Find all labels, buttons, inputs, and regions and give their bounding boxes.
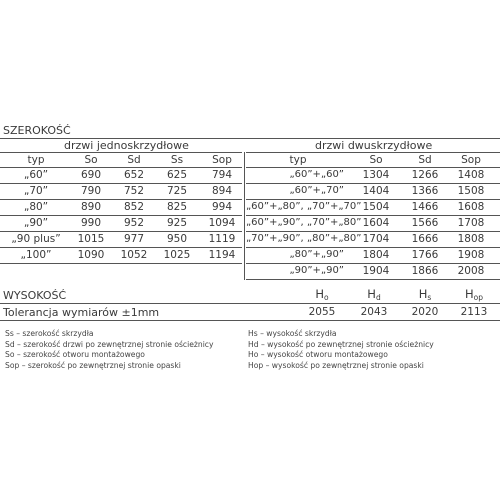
single-row-value: 994 bbox=[211, 201, 233, 213]
single-row-value: 725 bbox=[166, 185, 188, 197]
height-header-ho bbox=[297, 287, 347, 302]
single-row-value: 625 bbox=[166, 169, 188, 181]
single-row-value: 1025 bbox=[163, 249, 191, 261]
double-table-bottom-rule bbox=[246, 279, 500, 280]
height-value: 2055 bbox=[308, 306, 336, 318]
double-row-value: 1704 bbox=[362, 233, 390, 245]
double-row-rule bbox=[246, 247, 500, 248]
double-row-type: „60”+„60” bbox=[289, 169, 344, 180]
double-row-type: „90”+„90” bbox=[289, 265, 344, 276]
single-header-typ: typ bbox=[27, 154, 45, 166]
double-row-value: 1808 bbox=[457, 233, 485, 245]
double-row-value: 1908 bbox=[457, 249, 485, 261]
legend-left-item: Ss – szerokość skrzydła bbox=[5, 329, 94, 338]
double-header-typ: typ bbox=[289, 154, 307, 166]
tolerance-label: Tolerancja wymiarów ±1mm bbox=[3, 306, 160, 319]
single-row-value: 652 bbox=[123, 169, 145, 181]
height-header-hs bbox=[400, 287, 450, 302]
double-header-so: So bbox=[369, 154, 383, 166]
height-rule bbox=[0, 303, 500, 304]
single-row-type: „90 plus” bbox=[11, 233, 61, 245]
double-row-rule bbox=[246, 231, 500, 232]
height-value: 2043 bbox=[360, 306, 388, 318]
double-row-value: 2008 bbox=[457, 265, 485, 277]
single-row-value: 852 bbox=[123, 201, 145, 213]
single-header-ss: Ss bbox=[170, 154, 184, 166]
single-row-type: „100” bbox=[20, 249, 52, 261]
legend-left-item: So – szerokość otworu montażowego bbox=[5, 350, 145, 360]
single-row-value: 890 bbox=[80, 201, 102, 213]
double-row-type: „70”+„90”, „80”+„80” bbox=[246, 233, 362, 244]
height-value: 2020 bbox=[411, 306, 439, 318]
double-row-type: „60”+„90”, „70”+„80” bbox=[246, 217, 362, 228]
height-header-sub: s bbox=[427, 293, 432, 302]
single-row-value: 950 bbox=[166, 233, 188, 245]
single-door-caption: drzwi jednoskrzydłowe bbox=[64, 139, 189, 152]
legend-right-item: Hop – wysokość po zewnętrznej stronie opaski bbox=[248, 360, 424, 370]
single-row-value: 1094 bbox=[208, 217, 236, 229]
height-header-hd bbox=[349, 287, 399, 302]
single-row-type: „90” bbox=[23, 217, 49, 229]
height-header-sub: op bbox=[473, 293, 483, 302]
legend-right-item: Hd – wysokość po zewnętrznej stronie ościeżnicy bbox=[248, 339, 434, 349]
single-row-rule bbox=[0, 231, 242, 232]
single-row-rule bbox=[0, 199, 242, 200]
height-section-title: WYSOKOŚĆ bbox=[3, 289, 67, 302]
double-row-value: 1404 bbox=[362, 185, 390, 197]
double-row-value: 1366 bbox=[411, 185, 439, 197]
double-header-sop: Sop bbox=[461, 154, 481, 166]
single-row-value: 790 bbox=[80, 185, 102, 197]
single-row-value: 925 bbox=[166, 217, 188, 229]
height-value: 2113 bbox=[460, 306, 488, 318]
single-row-value: 894 bbox=[211, 185, 233, 197]
single-row-type: „60” bbox=[23, 169, 49, 181]
double-row-value: 1466 bbox=[411, 201, 439, 213]
height-header-base: H bbox=[367, 287, 376, 301]
legend-left bbox=[5, 329, 213, 371]
double-row-value: 1666 bbox=[411, 233, 439, 245]
double-row-type: „60”+„80”, „70”+„70” bbox=[246, 201, 362, 212]
height-header-hop bbox=[449, 287, 499, 302]
double-row-value: 1708 bbox=[457, 217, 485, 229]
double-row-value: 1304 bbox=[362, 169, 390, 181]
single-row-value: 1015 bbox=[77, 233, 105, 245]
height-bottom-rule bbox=[0, 320, 500, 321]
height-header-sub: d bbox=[375, 293, 381, 302]
single-row-rule bbox=[0, 215, 242, 216]
double-row-value: 1608 bbox=[457, 201, 485, 213]
double-row-value: 1904 bbox=[362, 265, 390, 277]
single-header-so: So bbox=[84, 154, 98, 166]
single-caption-rule bbox=[0, 152, 242, 153]
double-row-value: 1604 bbox=[362, 217, 390, 229]
legend-right-item: Ho – wysokość otworu montażowego bbox=[248, 350, 388, 360]
single-row-value: 977 bbox=[123, 233, 145, 245]
double-row-rule bbox=[246, 215, 500, 216]
single-row-value: 1119 bbox=[208, 233, 236, 245]
single-row-value: 952 bbox=[123, 217, 145, 229]
table-divider bbox=[244, 152, 245, 280]
single-row-type: „70” bbox=[23, 185, 49, 197]
double-row-rule bbox=[246, 183, 500, 184]
double-caption-rule bbox=[246, 152, 500, 153]
single-row-value: 1090 bbox=[77, 249, 105, 261]
single-row-value: 825 bbox=[166, 201, 188, 213]
double-row-type: „80”+„90” bbox=[289, 249, 344, 260]
legend-left-item: Sop – szerokość po zewnętrznej stronie opaski bbox=[5, 360, 181, 370]
single-row-rule bbox=[0, 247, 242, 248]
height-header-sub: o bbox=[324, 293, 329, 302]
double-row-value: 1408 bbox=[457, 169, 485, 181]
single-row-value: 1194 bbox=[208, 249, 236, 261]
double-door-caption: drzwi dwuskrzydłowe bbox=[315, 139, 433, 152]
height-header-base: H bbox=[464, 287, 474, 301]
double-row-rule bbox=[246, 263, 500, 264]
double-row-rule bbox=[246, 199, 500, 200]
double-row-value: 1566 bbox=[411, 217, 439, 229]
double-row-type: „60”+„70” bbox=[289, 185, 344, 196]
double-row-value: 1266 bbox=[411, 169, 439, 181]
header-rule-single bbox=[0, 167, 242, 168]
legend-right bbox=[248, 329, 434, 371]
header-rule-double bbox=[246, 167, 500, 168]
height-header-base: H bbox=[418, 287, 428, 301]
double-row-value: 1866 bbox=[411, 265, 439, 277]
single-row-value: 794 bbox=[211, 169, 233, 181]
legend-left-item: Sd – szerokość drzwi po zewnętrznej stronie ościeżnicy bbox=[5, 339, 214, 349]
double-row-value: 1766 bbox=[411, 249, 439, 261]
double-row-value: 1504 bbox=[362, 201, 390, 213]
single-row-value: 990 bbox=[80, 217, 102, 229]
single-row-rule bbox=[0, 183, 242, 184]
single-header-sop: Sop bbox=[212, 154, 232, 166]
double-row-value: 1508 bbox=[457, 185, 485, 197]
double-row-value: 1804 bbox=[362, 249, 390, 261]
single-row-value: 1052 bbox=[120, 249, 148, 261]
width-section-title: SZEROKOŚĆ bbox=[3, 124, 71, 137]
single-row-type: „80” bbox=[23, 201, 49, 213]
height-header-base: H bbox=[315, 287, 325, 301]
legend-right-item: Hs – wysokość skrzydła bbox=[248, 329, 337, 338]
single-header-sd: Sd bbox=[127, 154, 141, 166]
single-row-value: 690 bbox=[80, 169, 102, 181]
single-row-value: 752 bbox=[123, 185, 145, 197]
single-row-rule bbox=[0, 263, 242, 264]
double-header-sd: Sd bbox=[418, 154, 432, 166]
